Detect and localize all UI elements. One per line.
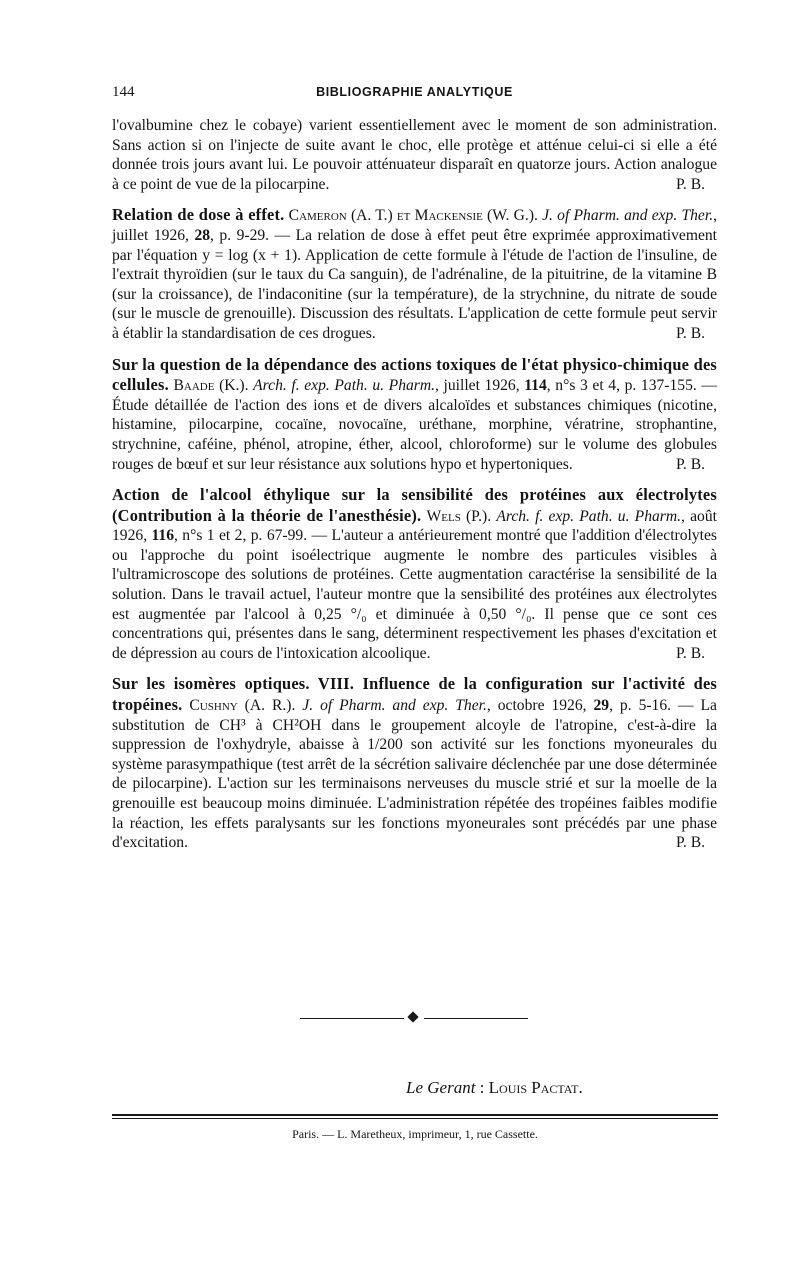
entry-volume: 116 bbox=[151, 527, 175, 545]
page-header bbox=[112, 84, 717, 106]
page-number: 144 bbox=[112, 84, 135, 100]
entry-title: Action de l'alcool éthylique sur la sensibilité des protéines aux électrolytes (Contribution à la théorie de l'anesthésie). bbox=[112, 485, 717, 525]
entry-pages: , p. 5-16. bbox=[609, 697, 672, 715]
entry-authors: Cameron (A. T.) et Mackensie (W. G.). bbox=[288, 207, 538, 225]
entry-journal: Arch. f. exp. Path. u. Pharm. bbox=[496, 507, 682, 525]
bibliography-entry bbox=[112, 205, 717, 343]
entry-title: Sur les isomères optiques. VIII. Influence de la configuration sur l'activité des tropéines. bbox=[112, 674, 717, 715]
printer-imprint: Paris. — L. Maretheux, imprimeur, 1, rue Cassette. bbox=[292, 1127, 538, 1141]
entry-volume: 28 bbox=[194, 226, 211, 244]
footer-rule-thick bbox=[112, 1114, 718, 1116]
running-title: BIBLIOGRAPHIE ANALYTIQUE bbox=[316, 85, 513, 99]
gerant-name: Louis Pactat. bbox=[488, 1078, 583, 1097]
diamond-icon bbox=[407, 1011, 418, 1022]
entry-date: , juillet 1926, bbox=[112, 207, 717, 244]
entry-text: — La substitution de CH³ à CH²OH dans le groupement alcoyle de l'atropine, c'est-à-dire la suppression de l'oxhydryle, abaisse à 1/200 son activité sur les fonctions myoneurales du système parasympathique (test arrêt de la sécrétion salivaire déclenchée par une dose déterminée de pilocarpine). L'action sur les terminaisons nerveuses du muscle strié et sur la moelle de la grenouille est beaucoup moins diminuée. L'administration répétée des tropéines faibles modifie la réaction, les effets paralysants sur les fonctions myoneurales sont précédés par une phase d'excitation. bbox=[112, 697, 717, 852]
gerant-label: Le Gerant bbox=[406, 1078, 476, 1097]
gerant-line bbox=[406, 1078, 583, 1098]
entry-authors: Wels (P.). bbox=[426, 507, 492, 525]
continuation-paragraph bbox=[112, 116, 717, 194]
entry-date: , juillet 1926, bbox=[435, 377, 525, 395]
entry-title: Sur la question de la dépendance des actions toxiques de l'état physico-chimique des cellules. bbox=[112, 354, 717, 395]
entry-authors: Baade (K.). bbox=[173, 377, 249, 395]
bibliography-entry bbox=[112, 485, 717, 663]
entry-journal: J. of Pharm. and exp. Ther. bbox=[302, 697, 487, 715]
entry-authors: Cushny (A. R.). bbox=[189, 697, 296, 715]
entry-pages: , n°s 1 et 2, p. 67-99. bbox=[174, 527, 308, 545]
signature: P. B. bbox=[675, 175, 705, 193]
bibliography-entry bbox=[112, 355, 717, 475]
footer-rule-thin bbox=[112, 1118, 718, 1119]
ornament-line-right bbox=[424, 1018, 528, 1019]
bibliography-entry bbox=[112, 674, 717, 852]
signature: P. B. bbox=[675, 324, 705, 342]
entry-text: — Étude détaillée de l'action des ions et de divers alcaloïdes et substances chimiques (nicotine, histamine, pilocarpine, cocaïne, novocaïne, uréthane, morphine, vératrine, strophantine, strychnine, caféine, phénol, atropine, éther, alcool, chloroforme) sur le volume des globules rouges de bœuf et sur leur résistance aux solutions hypo et hypertoniques. bbox=[112, 377, 718, 473]
signature: P. B. bbox=[675, 455, 705, 473]
entry-text: — L'auteur a antérieurement montré que l'addition d'électrolytes ou l'approche du point isoélectrique augmente le nombre des particules visibles à l'ultramicroscope des solutions de protéines. Cette augmentation caractérise la sensibilité de la solution. Dans le travail actuel, l'auteur montre que la sensibilité des protéines aux électrolytes est augmentée par l'alcool à 0,25 °/₀ et diminuée à 0,50 °/₀. Il pense que ce sont ces concentrations qui, présentes dans le sang, déterminent respectivement les phases d'excitation et de dépression au cours de l'intoxication alcoolique. bbox=[112, 527, 717, 662]
entry-volume: 114 bbox=[524, 377, 547, 395]
entry-text: — La relation de dose à effet peut être exprimée approximativement par l'équation y = log (x + 1). Application de cette formule à l'étude de l'action de l'insuline, de l'extrait thyroïdien (sur le taux du Ca sanguin), de l'adrénaline, de la pituitrine, de la vitamine B (sur la croissance), de l'indaconitine (sur la température), de la strychnine, du nitrate de soude (sur le muscle de grenouille). Discussion des résultats. L'application de cette formule peut servir à établir la standardisation de ces drogues. bbox=[112, 226, 718, 342]
paragraph-text: l'ovalbumine chez le cobaye) varient essentiellement avec le moment de son administration. Sans action si on l'injecte de suite avant le choc, elle protège et atténue celui-ci si elle a été donnée trois jours avant lui. Le pouvoir atténuateur disparaît en quatorze jours. Action analogue à ce point de vue de la pilocarpine. bbox=[112, 117, 717, 193]
entry-journal: J. of Pharm. and exp. Ther. bbox=[542, 207, 714, 225]
signature: P. B. bbox=[675, 834, 705, 852]
entry-date: , octobre 1926, bbox=[486, 697, 594, 715]
page-body bbox=[112, 116, 717, 853]
entry-date: , août 1926, bbox=[112, 507, 717, 545]
entry-pages: , n°s 3 et 4, p. 137-155. bbox=[546, 377, 697, 395]
entry-volume: 29 bbox=[593, 697, 610, 715]
entry-journal: Arch. f. exp. Path. u. Pharm. bbox=[253, 377, 436, 395]
signature: P. B. bbox=[675, 644, 705, 662]
gerant-separator: : bbox=[475, 1078, 489, 1097]
section-divider-ornament bbox=[300, 1012, 528, 1024]
entry-pages: , p. 9-29. bbox=[210, 226, 270, 244]
entry-title: Relation de dose à effet. bbox=[112, 205, 285, 225]
ornament-line-left bbox=[300, 1018, 404, 1019]
